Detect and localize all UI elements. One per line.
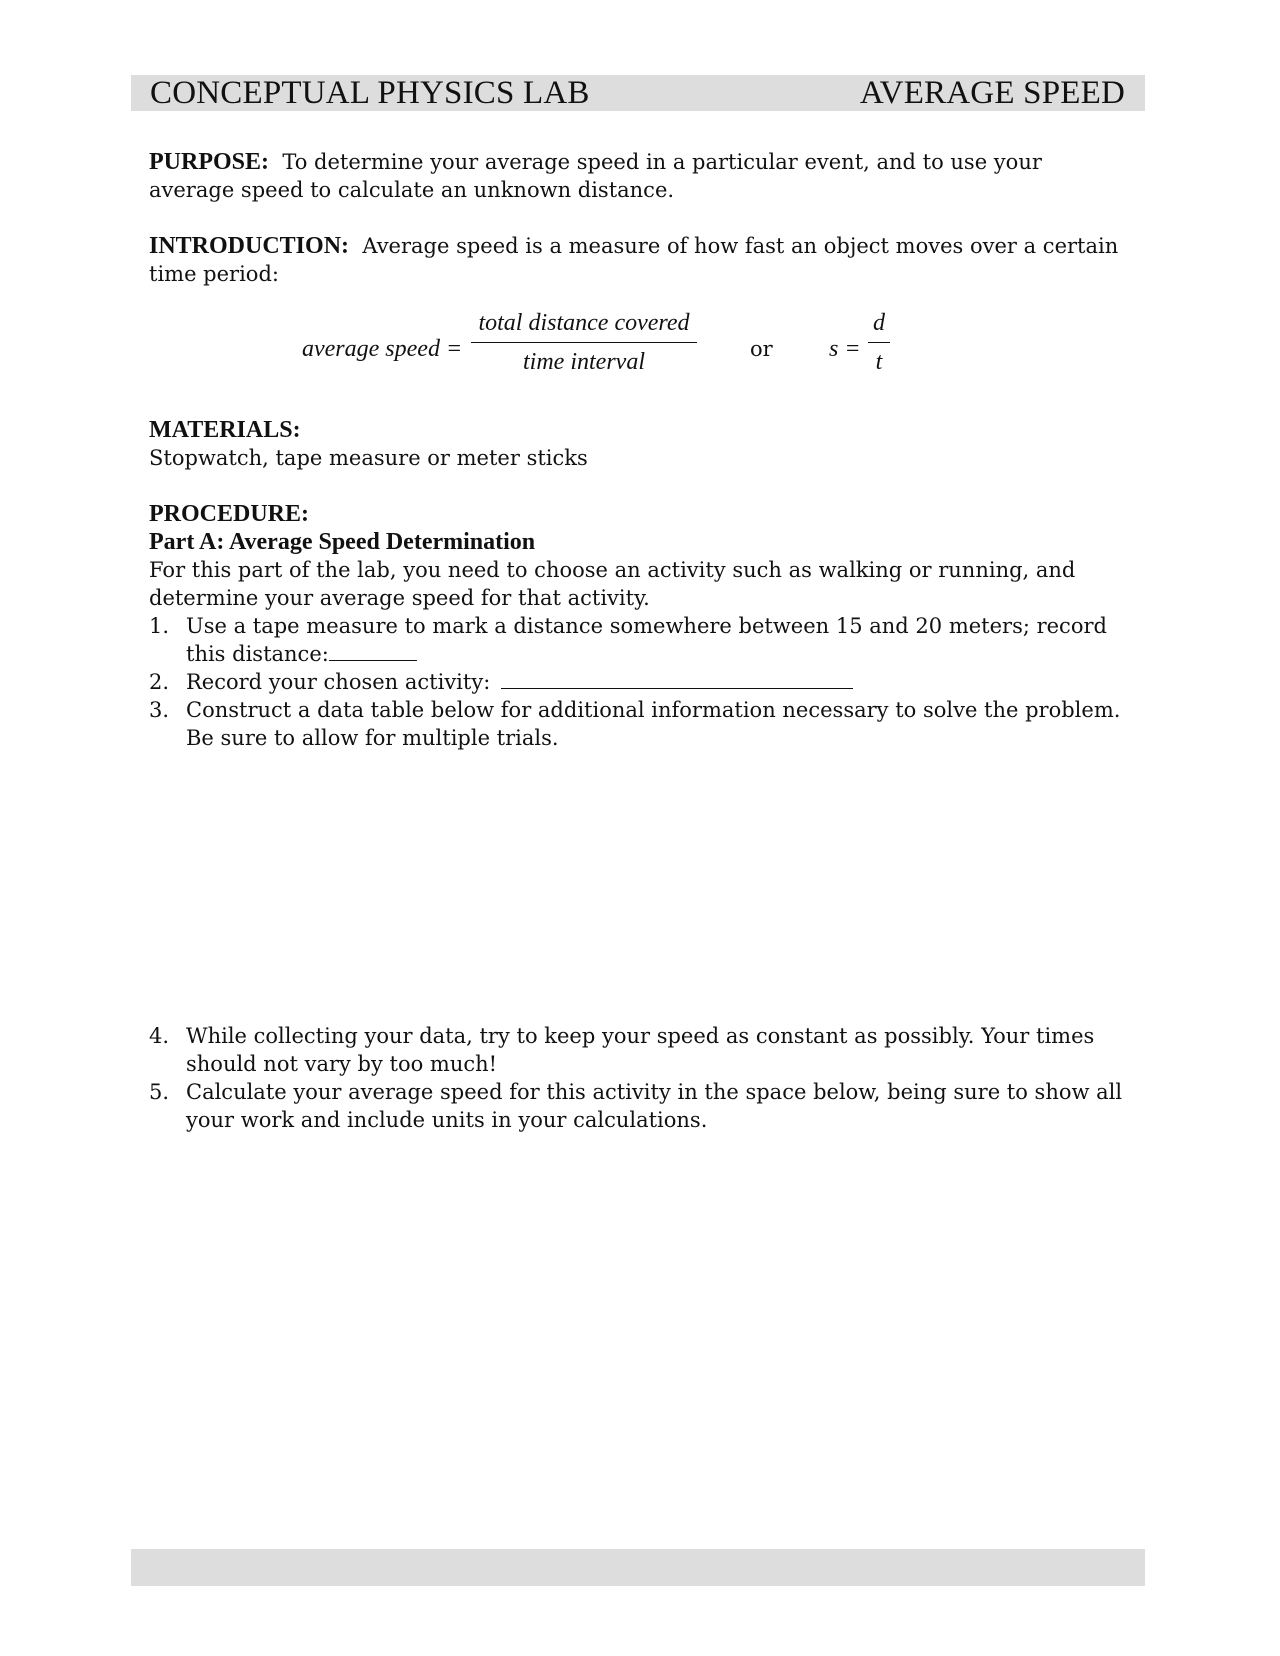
average-speed-formula <box>149 308 1129 388</box>
step-text: Construct a data table below for additional information necessary to solve the problem. Be sure to allow for multiple trials. <box>186 698 1121 750</box>
step-text: Record your chosen activity: <box>186 670 491 694</box>
footer-bar <box>131 1549 1145 1586</box>
header-lab-title: AVERAGE SPEED <box>859 75 1125 111</box>
introduction-text: Average speed is a measure of how fast an object moves over a certain time period: <box>149 234 1119 286</box>
step-number: 1. <box>149 614 170 638</box>
activity-answer-blank[interactable] <box>501 668 853 689</box>
step-number: 5. <box>149 1080 170 1104</box>
worksheet-content <box>149 148 1129 1134</box>
formula-lhs: average speed = <box>302 336 463 362</box>
procedure-step <box>149 612 1129 668</box>
procedure-step <box>149 1022 1129 1078</box>
materials-text: Stopwatch, tape measure or meter sticks <box>149 446 588 470</box>
materials-heading: MATERIALS: <box>149 417 301 443</box>
procedure-step <box>149 1078 1129 1134</box>
header-bar <box>131 75 1145 111</box>
procedure-section <box>149 500 1129 1134</box>
procedure-step <box>149 668 1129 696</box>
distance-answer-blank[interactable] <box>329 640 417 661</box>
step-text: Use a tape measure to mark a distance somewhere between 15 and 20 meters; record this distance: <box>186 614 1107 666</box>
procedure-steps-continued <box>149 1022 1129 1134</box>
part-a-intro: For this part of the lab, you need to choose an activity such as walking or running, and determine your average speed for that activity. <box>149 558 1076 610</box>
procedure-steps <box>149 612 1129 752</box>
data-table-space[interactable] <box>149 752 1129 1022</box>
part-a-heading: Part A: Average Speed Determination <box>149 529 536 555</box>
short-formula-denominator: t <box>875 349 883 375</box>
step-text: While collecting your data, try to keep your speed as constant as possibly. Your times should not vary by too much! <box>186 1024 1095 1076</box>
introduction-section <box>149 232 1129 288</box>
step-number: 2. <box>149 670 170 694</box>
formula-denominator: time interval <box>523 349 645 375</box>
materials-section <box>149 416 1129 472</box>
short-formula-fraction <box>868 308 890 377</box>
procedure-step <box>149 696 1129 752</box>
header-course-title: CONCEPTUAL PHYSICS LAB <box>150 75 590 111</box>
procedure-heading: PROCEDURE: <box>149 501 309 527</box>
short-formula-lhs: s = <box>829 336 861 362</box>
purpose-section <box>149 148 1129 204</box>
formula-numerator: total distance covered <box>471 308 697 343</box>
step-number: 4. <box>149 1024 170 1048</box>
purpose-label: PURPOSE: <box>149 149 269 175</box>
step-text: Calculate your average speed for this activity in the space below, being sure to show all your work and include units in your calculations. <box>186 1080 1123 1132</box>
formula-or: or <box>750 337 773 361</box>
introduction-label: INTRODUCTION: <box>149 233 350 259</box>
short-formula-numerator: d <box>868 308 890 343</box>
step-number: 3. <box>149 698 170 722</box>
formula-fraction <box>471 308 697 377</box>
purpose-text: To determine your average speed in a particular event, and to use your average speed to calculate an unknown distance. <box>149 150 1042 202</box>
